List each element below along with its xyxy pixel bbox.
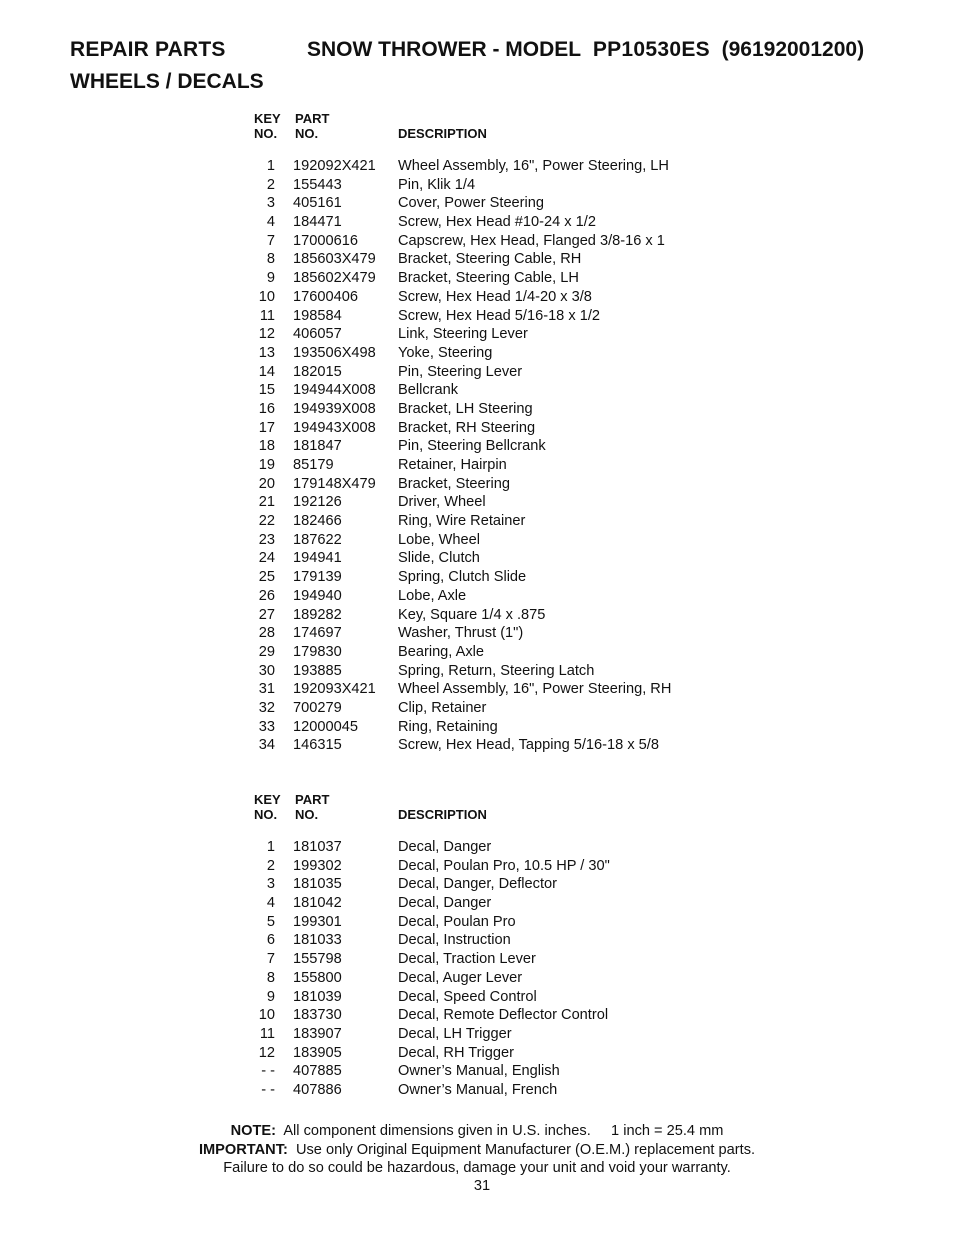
table-row bbox=[254, 875, 814, 894]
table-row bbox=[254, 419, 814, 438]
part-no: 179139 bbox=[293, 569, 342, 586]
part-no: 192093X421 bbox=[293, 681, 376, 698]
part-no: 194943X008 bbox=[293, 419, 376, 436]
part-no: 179830 bbox=[293, 643, 342, 660]
key-no: 26 bbox=[258, 587, 275, 604]
key-no: 12 bbox=[258, 326, 275, 343]
part-no: 182466 bbox=[293, 513, 342, 530]
table-row bbox=[254, 680, 814, 699]
key-no: 8 bbox=[266, 969, 275, 986]
key-no: 10 bbox=[258, 1007, 275, 1024]
description: Driver, Wheel bbox=[398, 494, 486, 511]
key-no: 33 bbox=[258, 718, 275, 735]
important-label: IMPORTANT: bbox=[198, 1141, 288, 1158]
part-no: 174697 bbox=[293, 625, 342, 642]
table-row bbox=[254, 988, 814, 1007]
table-row bbox=[254, 456, 814, 475]
description: Decal, Danger bbox=[398, 895, 492, 912]
key-no: 31 bbox=[258, 681, 275, 698]
table-row bbox=[254, 232, 814, 251]
part-no: 179148X479 bbox=[293, 475, 376, 492]
key-no: 28 bbox=[258, 625, 275, 642]
part-no: 407886 bbox=[293, 1081, 342, 1098]
key-no: 1 bbox=[266, 158, 275, 174]
key-no: 7 bbox=[266, 232, 275, 249]
part-no: 198584 bbox=[293, 307, 342, 324]
page-subtitle: WHEELS / DECALS bbox=[70, 70, 264, 93]
table-row bbox=[254, 437, 814, 456]
part-no: 183905 bbox=[293, 1044, 342, 1061]
part-no: 182015 bbox=[293, 363, 342, 380]
part-no: 155798 bbox=[293, 951, 342, 968]
table-header bbox=[254, 792, 814, 826]
key-no: 7 bbox=[266, 951, 275, 968]
key-no: 1 bbox=[266, 839, 275, 855]
description: Decal, Auger Lever bbox=[398, 969, 523, 986]
part-no: 189282 bbox=[293, 606, 342, 623]
key-no: 2 bbox=[266, 176, 275, 193]
part-no: 183730 bbox=[293, 1007, 342, 1024]
table-header bbox=[254, 111, 814, 145]
part-no: 17000616 bbox=[293, 232, 358, 249]
key-no: 2 bbox=[266, 857, 275, 874]
part-no-header bbox=[295, 792, 329, 822]
key-no: 12 bbox=[258, 1044, 275, 1061]
description-header: DESCRIPTION bbox=[398, 126, 487, 141]
key-no: 34 bbox=[258, 737, 275, 754]
description: Screw, Hex Head 1/4-20 x 3/8 bbox=[398, 288, 592, 305]
key-no: 14 bbox=[258, 363, 275, 380]
description: Pin, Klik 1/4 bbox=[398, 176, 476, 193]
key-no: 27 bbox=[258, 606, 275, 623]
part-no: 155800 bbox=[293, 969, 342, 986]
page-header bbox=[70, 38, 930, 93]
key-no: 8 bbox=[266, 251, 275, 268]
description: Decal, Poulan Pro, 10.5 HP / 30" bbox=[398, 857, 610, 874]
part-no: 181037 bbox=[293, 839, 342, 855]
table-row bbox=[254, 363, 814, 382]
description: Capscrew, Hex Head, Flanged 3/8-16 x 1 bbox=[398, 232, 665, 249]
key-no: 32 bbox=[258, 699, 275, 716]
description: Spring, Clutch Slide bbox=[398, 569, 527, 586]
important-line bbox=[0, 1141, 954, 1160]
description: Key, Square 1/4 x .875 bbox=[398, 606, 546, 623]
part-no: 192092X421 bbox=[293, 158, 376, 174]
part-no: 193506X498 bbox=[293, 344, 376, 361]
part-no: 12000045 bbox=[293, 718, 358, 735]
description: Screw, Hex Head, Tapping 5/16-18 x 5/8 bbox=[398, 737, 659, 754]
part-header-line2: NO. bbox=[295, 807, 319, 822]
key-no: 11 bbox=[259, 307, 275, 324]
table-row bbox=[254, 325, 814, 344]
description: Decal, RH Trigger bbox=[398, 1044, 514, 1061]
part-no: 700279 bbox=[293, 699, 342, 716]
key-no: 9 bbox=[266, 988, 275, 1005]
table-row bbox=[254, 1044, 814, 1063]
description: Slide, Clutch bbox=[398, 550, 480, 567]
part-no: 181039 bbox=[293, 988, 342, 1005]
table-row bbox=[254, 587, 814, 606]
part-no: 405161 bbox=[293, 195, 342, 212]
table-row bbox=[254, 194, 814, 213]
key-no: 23 bbox=[258, 531, 275, 548]
table-row bbox=[254, 512, 814, 531]
key-no: 20 bbox=[258, 475, 275, 492]
description: Bracket, LH Steering bbox=[398, 400, 533, 417]
table-row bbox=[254, 1025, 814, 1044]
section-title: REPAIR PARTS bbox=[70, 38, 226, 61]
model-code: (96192001200) bbox=[721, 38, 865, 61]
description: Clip, Retainer bbox=[398, 699, 487, 716]
key-no: 6 bbox=[266, 932, 275, 949]
key-no-header bbox=[254, 111, 286, 141]
part-no: 194939X008 bbox=[293, 400, 376, 417]
key-no: 13 bbox=[258, 344, 275, 361]
part-header-line2: NO. bbox=[295, 126, 319, 141]
part-no: 199302 bbox=[293, 857, 342, 874]
table-row bbox=[254, 157, 814, 176]
part-no: 194941 bbox=[293, 550, 342, 567]
key-no: 15 bbox=[258, 382, 275, 399]
description: Decal, LH Trigger bbox=[398, 1025, 512, 1042]
part-header-line1: PART bbox=[295, 111, 330, 126]
key-no: 18 bbox=[258, 438, 275, 455]
table-row bbox=[254, 950, 814, 969]
key-no: 17 bbox=[258, 419, 275, 436]
description: Bracket, RH Steering bbox=[398, 419, 536, 436]
table-row bbox=[254, 475, 814, 494]
description: Ring, Wire Retainer bbox=[398, 513, 526, 530]
table-row bbox=[254, 213, 814, 232]
description: Decal, Traction Lever bbox=[398, 951, 536, 968]
part-no: 146315 bbox=[293, 737, 342, 754]
description: Decal, Remote Deflector Control bbox=[398, 1007, 609, 1024]
description: Retainer, Hairpin bbox=[398, 457, 507, 473]
table-row bbox=[254, 736, 814, 755]
description: Decal, Danger bbox=[398, 839, 492, 855]
table-row bbox=[254, 400, 814, 419]
table-row bbox=[254, 624, 814, 643]
note-text: All component dimensions given in U.S. inches. 1 inch = 25.4 mm bbox=[283, 1123, 724, 1139]
description: Decal, Danger, Deflector bbox=[398, 876, 557, 893]
description: Decal, Instruction bbox=[398, 932, 511, 949]
part-no: 185603X479 bbox=[293, 251, 376, 268]
table-row bbox=[254, 1006, 814, 1025]
part-no: 181033 bbox=[293, 932, 342, 949]
table-row bbox=[254, 606, 814, 625]
table-row bbox=[254, 894, 814, 913]
key-no: 29 bbox=[258, 643, 275, 660]
wheels-parts-table bbox=[254, 111, 814, 755]
key-no: 10 bbox=[258, 288, 275, 305]
page-number: 31 bbox=[473, 1178, 491, 1194]
table-row bbox=[254, 531, 814, 550]
table-row bbox=[254, 931, 814, 950]
description: Owner’s Manual, French bbox=[398, 1081, 558, 1098]
note-label: NOTE: bbox=[230, 1123, 277, 1139]
table-row bbox=[254, 288, 814, 307]
part-no: 185602X479 bbox=[293, 270, 376, 287]
description: Ring, Retaining bbox=[398, 718, 498, 735]
key-no: 3 bbox=[266, 876, 275, 893]
key-no: - - bbox=[261, 1063, 275, 1080]
header-title-row bbox=[70, 38, 930, 68]
key-no: 4 bbox=[266, 895, 275, 912]
wheels-rows bbox=[254, 157, 814, 755]
table-row bbox=[254, 1062, 814, 1081]
part-no: 193885 bbox=[293, 662, 342, 679]
table-row bbox=[254, 662, 814, 681]
description: Bellcrank bbox=[398, 382, 459, 399]
model-number: PP10530ES bbox=[592, 38, 710, 61]
part-no: 192126 bbox=[293, 494, 342, 511]
table-row bbox=[254, 344, 814, 363]
description: Bracket, Steering Cable, LH bbox=[398, 270, 579, 287]
key-no: 16 bbox=[258, 400, 275, 417]
part-no: 199301 bbox=[293, 913, 342, 930]
decals-rows bbox=[254, 838, 814, 1100]
part-no: 181042 bbox=[293, 895, 342, 912]
part-no: 194944X008 bbox=[293, 382, 376, 399]
table-row bbox=[254, 176, 814, 195]
description: Bracket, Steering bbox=[398, 475, 510, 492]
description: Link, Steering Lever bbox=[398, 326, 528, 343]
table-row bbox=[254, 493, 814, 512]
key-no: 11 bbox=[259, 1025, 275, 1042]
part-no: 181035 bbox=[293, 876, 342, 893]
description: Pin, Steering Bellcrank bbox=[398, 438, 546, 455]
description: Pin, Steering Lever bbox=[398, 363, 523, 380]
part-no: 194940 bbox=[293, 587, 342, 604]
part-no: 85179 bbox=[293, 457, 334, 473]
table-row bbox=[254, 969, 814, 988]
description: Spring, Return, Steering Latch bbox=[398, 662, 595, 679]
key-header-line2: NO. bbox=[254, 807, 278, 822]
description: Yoke, Steering bbox=[398, 344, 493, 361]
table-row bbox=[254, 250, 814, 269]
key-no: 21 bbox=[258, 494, 275, 511]
description: Decal, Poulan Pro bbox=[398, 913, 516, 930]
description: Screw, Hex Head #10-24 x 1/2 bbox=[398, 214, 596, 231]
key-no: - - bbox=[261, 1081, 275, 1098]
description: Lobe, Wheel bbox=[398, 531, 480, 548]
part-no: 155443 bbox=[293, 176, 342, 193]
product-prefix: SNOW THROWER - MODEL bbox=[307, 38, 582, 61]
part-no: 187622 bbox=[293, 531, 342, 548]
description-header: DESCRIPTION bbox=[398, 807, 487, 822]
warning-line: Failure to do so could be hazardous, damage your unit and void your warranty. bbox=[223, 1160, 731, 1176]
table-row bbox=[254, 857, 814, 876]
description: Cover, Power Steering bbox=[398, 195, 545, 212]
table-row bbox=[254, 269, 814, 288]
key-header-line2: NO. bbox=[254, 126, 278, 141]
product-title bbox=[307, 38, 864, 62]
key-no: 19 bbox=[258, 457, 275, 473]
page-footer bbox=[0, 1122, 954, 1178]
key-no: 3 bbox=[266, 195, 275, 212]
part-no: 184471 bbox=[293, 214, 342, 231]
table-row bbox=[254, 643, 814, 662]
description: Wheel Assembly, 16", Power Steering, LH bbox=[398, 158, 669, 174]
decals-parts-table bbox=[254, 792, 814, 1100]
part-no: 17600406 bbox=[293, 288, 358, 305]
part-no-header bbox=[295, 111, 329, 141]
description: Screw, Hex Head 5/16-18 x 1/2 bbox=[398, 307, 600, 324]
table-row bbox=[254, 568, 814, 587]
key-no: 22 bbox=[258, 513, 275, 530]
description: Washer, Thrust (1") bbox=[398, 625, 524, 642]
key-no: 25 bbox=[258, 569, 275, 586]
key-header-line1: KEY bbox=[254, 792, 281, 807]
part-no: 407885 bbox=[293, 1063, 342, 1080]
table-row bbox=[254, 699, 814, 718]
description: Bearing, Axle bbox=[398, 643, 484, 660]
description: Owner’s Manual, English bbox=[398, 1063, 560, 1080]
table-row bbox=[254, 307, 814, 326]
table-row bbox=[254, 549, 814, 568]
key-no-header bbox=[254, 792, 286, 822]
part-no: 406057 bbox=[293, 326, 342, 343]
table-row bbox=[254, 381, 814, 400]
table-row bbox=[254, 718, 814, 737]
table-row bbox=[254, 1081, 814, 1100]
description: Lobe, Axle bbox=[398, 587, 467, 604]
description: Decal, Speed Control bbox=[398, 988, 537, 1005]
key-no: 9 bbox=[266, 270, 275, 287]
table-row bbox=[254, 913, 814, 932]
key-no: 4 bbox=[266, 214, 275, 231]
table-row bbox=[254, 838, 814, 857]
key-no: 30 bbox=[258, 662, 275, 679]
description: Bracket, Steering Cable, RH bbox=[398, 251, 582, 268]
part-header-line1: PART bbox=[295, 792, 330, 807]
note-line bbox=[0, 1122, 954, 1141]
key-no: 5 bbox=[266, 913, 275, 930]
key-header-line1: KEY bbox=[254, 111, 281, 126]
part-no: 181847 bbox=[293, 438, 342, 455]
key-no: 24 bbox=[258, 550, 275, 567]
important-text: Use only Original Equipment Manufacturer (O.E.M.) replacement parts. bbox=[295, 1141, 756, 1158]
part-no: 183907 bbox=[293, 1025, 342, 1042]
description: Wheel Assembly, 16", Power Steering, RH bbox=[398, 681, 672, 698]
